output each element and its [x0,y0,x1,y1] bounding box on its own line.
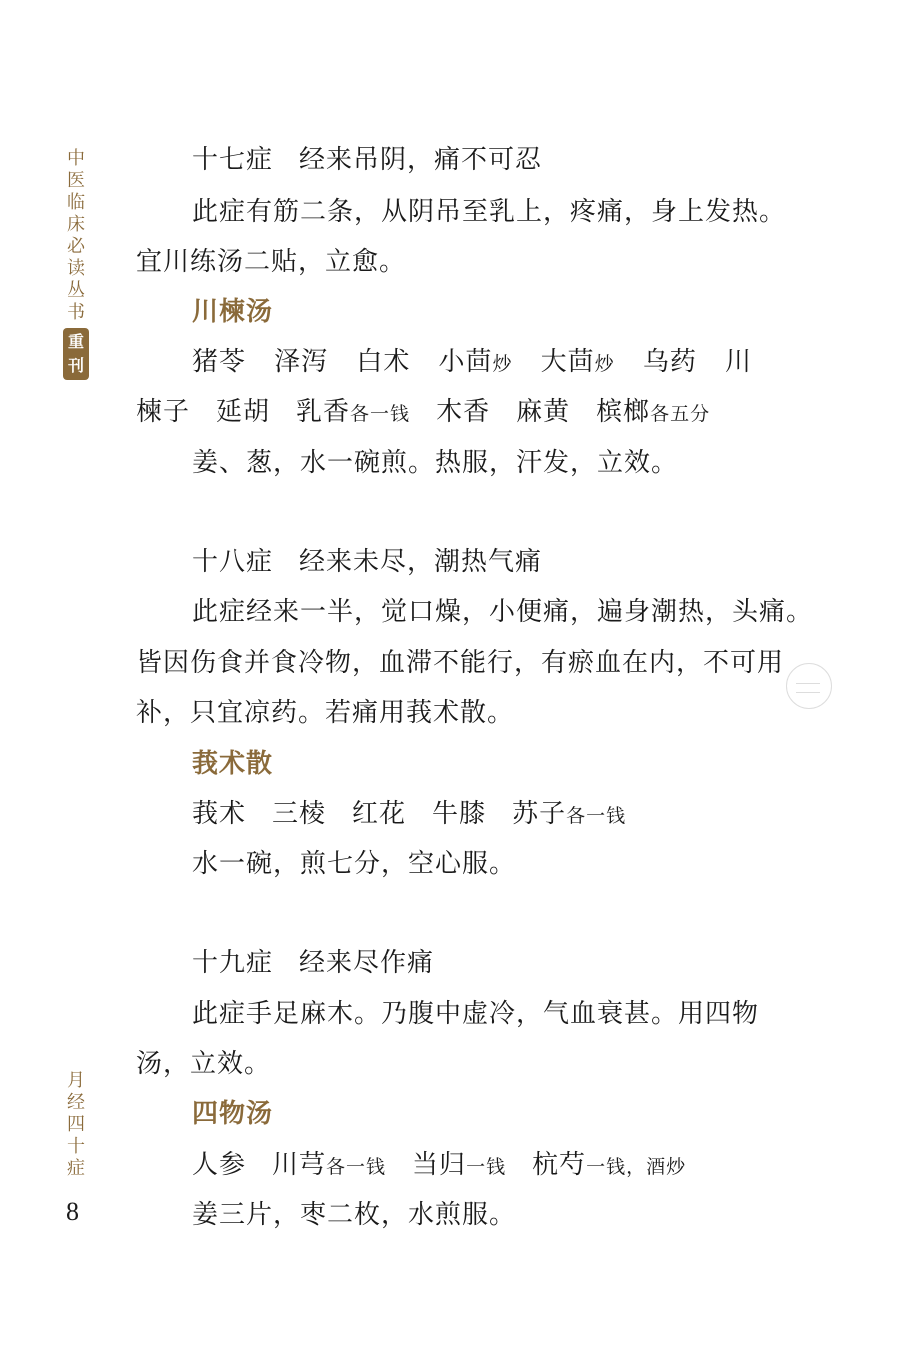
ingredient: 乌药 [642,347,697,377]
recipe-name: 四物汤 [192,1099,274,1129]
section-heading [192,545,542,579]
ingredient-note: 炒 [594,353,615,375]
ingredient [412,1148,506,1184]
section-title: 经来尽作痛 [299,948,435,978]
recipe-name: 川楝汤 [192,297,274,327]
chapter-char: 经 [67,1092,85,1113]
ingredient: 莪术 [192,799,247,829]
section-heading [192,143,542,177]
ingredient-name: 小茴 [438,347,493,377]
ingredient-name: 苏子 [512,799,567,829]
ingredient [596,395,710,431]
chapter-char: 症 [67,1158,85,1179]
ingredient-name: 杭芍 [532,1150,587,1180]
ingredient: 三棱 [272,799,327,829]
ingredient [541,345,615,381]
page-number: 8 [66,1197,79,1226]
ingredient-name: 川芎 [272,1150,327,1180]
ingredient-name: 槟榔 [596,397,651,427]
series-char: 必 [67,236,85,257]
ingredient [532,1148,686,1184]
paragraph-line: 汤，立效。 [136,1049,272,1079]
chapter-char: 月 [67,1070,85,1091]
series-char: 读 [67,258,85,279]
ingredient: 麻黄 [516,397,571,427]
ingredient-note: 各一钱 [350,403,411,425]
paragraph-line: 此症手足麻木。乃腹中虚冷，气血衰甚。用四物 [192,999,760,1029]
ingredient-note: 一钱，酒炒 [586,1156,687,1178]
paragraph-line: 此症经来一半，觉口燥，小便痛，遍身潮热，头痛。 [192,597,814,627]
series-char: 临 [67,192,85,213]
ingredient-line [192,1148,686,1184]
ingredient-line [192,345,752,381]
section-number: 十八症 [192,547,274,577]
ingredient: 人参 [192,1150,247,1180]
series-char: 床 [67,214,85,235]
method-line: 姜、葱，水一碗煎。热服，汗发，立效。 [192,448,679,478]
section-number: 十九症 [192,948,274,978]
reprint-seal [63,328,89,380]
section-heading [192,946,434,980]
ingredient: 白术 [356,347,411,377]
ingredient [512,797,626,833]
watermark-logo [786,663,832,709]
series-char: 丛 [67,280,85,301]
method-line: 水一碗，煎七分，空心服。 [192,849,517,879]
ingredient [296,395,410,431]
ingredient: 泽泻 [274,347,329,377]
ingredient-note: 炒 [492,353,513,375]
recipe-name: 莪术散 [192,749,274,779]
ingredient-name: 大茴 [540,347,595,377]
ingredient-name: 当归 [412,1150,467,1180]
method-line: 姜三片，枣二枚，水煎服。 [192,1200,517,1230]
ingredient-line [136,395,710,431]
ingredient [272,1148,386,1184]
series-char: 医 [67,170,85,191]
series-char: 书 [67,302,85,323]
ingredient-name: 乳香 [296,397,351,427]
ingredient-note: 各一钱 [566,805,627,827]
chapter-char: 四 [67,1114,85,1135]
ingredient-note: 各五分 [650,403,711,425]
ingredient-line [192,797,626,833]
ingredient: 川 [724,347,752,377]
ingredient: 猪苓 [192,347,247,377]
seal-char: 重 [67,332,84,351]
section-title: 经来未尽，潮热气痛 [299,547,543,577]
series-title-vertical [60,148,92,380]
section-number: 十七症 [192,145,274,175]
ingredient: 牛膝 [432,799,487,829]
ingredient-note: 各一钱 [326,1156,387,1178]
section-title: 经来吊阴，痛不可忍 [299,145,543,175]
ingredient [438,345,512,381]
series-char: 中 [67,148,85,169]
seal-char: 刊 [67,356,84,375]
paragraph-line: 皆因伤食并食冷物，血滞不能行，有瘀血在内，不可用 [136,648,785,678]
ingredient: 楝子 [136,397,191,427]
chapter-title-vertical [60,1070,92,1180]
paragraph-line: 此症有筋二条，从阴吊至乳上，疼痛，身上发热。 [192,197,787,227]
paragraph-line: 宜川练汤二贴，立愈。 [136,247,407,277]
ingredient-note: 一钱 [466,1156,507,1178]
ingredient: 木香 [436,397,491,427]
paragraph-line: 补，只宜凉药。若痛用莪术散。 [136,698,515,728]
chapter-char: 十 [67,1136,85,1157]
ingredient: 延胡 [216,397,271,427]
ingredient: 红花 [352,799,407,829]
